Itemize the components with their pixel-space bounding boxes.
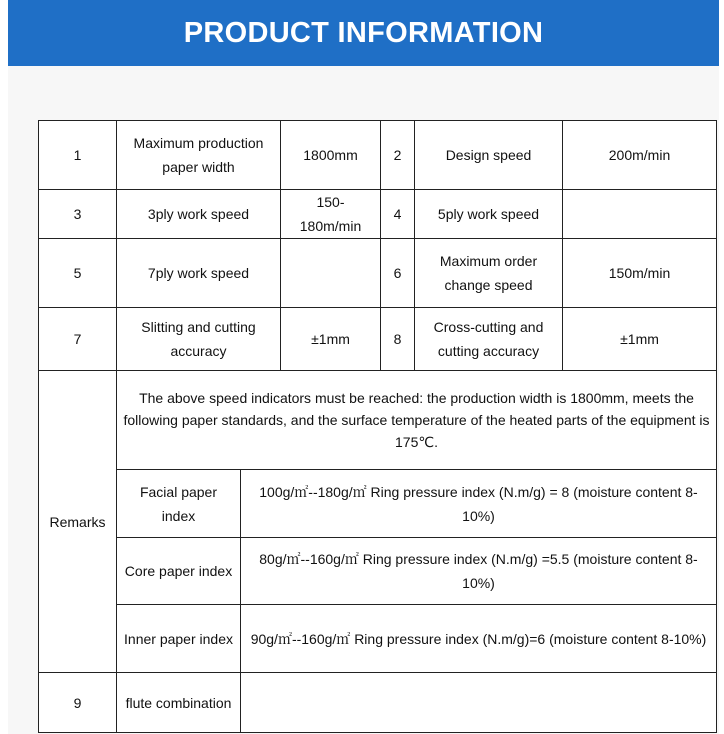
- item-value: 150m/min: [563, 239, 717, 308]
- item-value: ±1mm: [281, 308, 381, 371]
- item-value: 200m/min: [563, 121, 717, 190]
- paper-index-value: 90g/㎡--160g/㎡ Ring pressure index (N.m/g)=6 (moisture content 8-10%): [241, 605, 717, 673]
- remarks-note: The above speed indicators must be reached: the production width is 1800mm, meets the following paper standards, and the surface temperature of the heated parts of the equipment is 175℃.: [117, 371, 717, 470]
- paper-index-row: [39, 538, 717, 605]
- paper-index-row: [39, 470, 717, 538]
- paper-index-label: Core paper index: [117, 538, 241, 605]
- item-value: 1800mm: [281, 121, 381, 190]
- item-label: flute combination: [117, 673, 241, 733]
- item-value: 150-180m/min: [281, 190, 381, 239]
- table-row: [39, 190, 717, 239]
- page-title: PRODUCT INFORMATION: [183, 16, 544, 49]
- item-number: 6: [381, 239, 415, 308]
- item-label: 5ply work speed: [415, 190, 563, 239]
- table-row: [39, 121, 717, 190]
- product-info-table: [38, 120, 717, 733]
- item-value: ±1mm: [563, 308, 717, 371]
- paper-index-row: [39, 605, 717, 673]
- item-number: 7: [39, 308, 117, 371]
- item-number: 2: [381, 121, 415, 190]
- table-row: [39, 239, 717, 308]
- item-label: Cross-cutting and cutting accuracy: [415, 308, 563, 371]
- paper-index-label: Inner paper index: [117, 605, 241, 673]
- remarks-label: Remarks: [39, 371, 117, 673]
- paper-index-value: 80g/㎡--160g/㎡ Ring pressure index (N.m/g) =5.5 (moisture content 8-10%): [241, 538, 717, 605]
- item-number: 3: [39, 190, 117, 239]
- item-label: Slitting and cutting accuracy: [117, 308, 281, 371]
- item-number: 1: [39, 121, 117, 190]
- paper-index-label: Facial paper index: [117, 470, 241, 538]
- item-label: 7ply work speed: [117, 239, 281, 308]
- item-label: Design speed: [415, 121, 563, 190]
- item-number: 5: [39, 239, 117, 308]
- item-value: [241, 673, 717, 733]
- flute-row: [39, 673, 717, 733]
- item-number: 4: [381, 190, 415, 239]
- table-row: [39, 308, 717, 371]
- item-value: [281, 239, 381, 308]
- item-number: 9: [39, 673, 117, 733]
- item-value: [563, 190, 717, 239]
- paper-index-value: 100g/㎡--180g/㎡ Ring pressure index (N.m/g) = 8 (moisture content 8-10%): [241, 470, 717, 538]
- item-number: 8: [381, 308, 415, 371]
- header-banner: [8, 0, 719, 66]
- item-label: Maximum production paper width: [117, 121, 281, 190]
- item-label: 3ply work speed: [117, 190, 281, 239]
- remarks-note-row: [39, 371, 717, 470]
- item-label: Maximum order change speed: [415, 239, 563, 308]
